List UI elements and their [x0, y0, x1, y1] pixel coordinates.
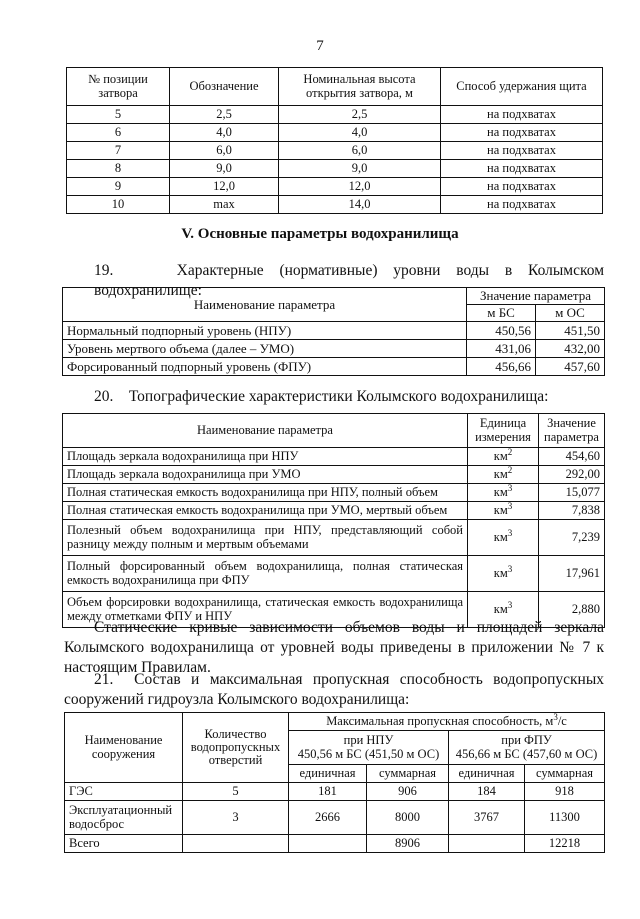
unit-exponent: 2 — [507, 464, 513, 475]
table-cell: 12,0 — [170, 178, 279, 196]
table-cell: 3 — [183, 801, 289, 835]
param-name: Полная статическая емкость водохранилища при УМО, мертвый объем — [63, 502, 468, 520]
table-cell: 6,0 — [170, 142, 279, 160]
paragraph-19-number: 19. — [94, 262, 114, 279]
table-row — [67, 106, 603, 124]
table-cell: 6 — [67, 124, 170, 142]
cap-col-npu-total: суммарная — [367, 765, 449, 783]
table-row — [65, 801, 605, 835]
cap-col-fpu-total: суммарная — [525, 765, 605, 783]
table-cell: 184 — [449, 783, 525, 801]
unit-base: км — [493, 529, 508, 544]
param-name: Объем форсировки водохранилища, статическая емкость водохранилища между отметками ФПУ и НПУ — [63, 592, 468, 628]
table-row — [67, 142, 603, 160]
table-cell: 4,0 — [170, 124, 279, 142]
paragraph-curves: Статические кривые зависимости объемов воды и площадей зеркала Колымского водохранилища от уровней воды приведены в приложении № 7 к настоящим Правилам. — [64, 619, 604, 676]
param-value-os: 451,50 — [536, 322, 605, 340]
table-cell: на подхватах — [441, 106, 603, 124]
table-cell — [449, 835, 525, 853]
table-cell: 906 — [367, 783, 449, 801]
col-designation: Обозначение — [170, 68, 279, 106]
table-cell: на подхватах — [441, 160, 603, 178]
unit-exponent: 3 — [507, 527, 513, 538]
table-row — [63, 484, 605, 502]
levels-col-value: Значение параметра — [467, 288, 605, 305]
param-name: Форсированный подпорный уровень (ФПУ) — [63, 358, 467, 376]
table-cell — [183, 835, 289, 853]
param-name: Нормальный подпорный уровень (НПУ) — [63, 322, 467, 340]
levels-col-name: Наименование параметра — [63, 288, 467, 322]
table-cell: 5 — [183, 783, 289, 801]
capacity-table — [64, 712, 605, 853]
table-cell: 8906 — [367, 835, 449, 853]
unit-base: км — [493, 565, 508, 580]
param-name: Полный форсированный объем водохранилища, полная статическая емкость водохранилища при ФПУ — [63, 556, 468, 592]
table-cell: 6,0 — [279, 142, 441, 160]
table-cell: на подхватах — [441, 142, 603, 160]
levels-table — [62, 287, 605, 376]
table-cell: 4,0 — [279, 124, 441, 142]
table-cell: 14,0 — [279, 196, 441, 214]
topography-table — [62, 413, 605, 628]
table-row — [63, 520, 605, 556]
table-cell: 181 — [289, 783, 367, 801]
table-cell: Всего — [65, 835, 183, 853]
table-cell: на подхватах — [441, 178, 603, 196]
param-name: Площадь зеркала водохранилища при УМО — [63, 466, 468, 484]
table-cell: 3767 — [449, 801, 525, 835]
gates-table-header — [67, 68, 603, 106]
table-row — [63, 322, 605, 340]
paragraph-21 — [64, 670, 604, 710]
table-cell: 5 — [67, 106, 170, 124]
table-cell: Эксплуатационный водосброс — [65, 801, 183, 835]
param-unit — [468, 520, 539, 556]
param-unit — [468, 502, 539, 520]
table-row — [63, 466, 605, 484]
param-value-bs: 431,06 — [467, 340, 536, 358]
cap-col-fpu: при ФПУ 456,66 м БС (457,60 м ОС) — [449, 731, 605, 765]
table-cell — [289, 835, 367, 853]
table-row — [63, 556, 605, 592]
table-cell: 8000 — [367, 801, 449, 835]
table-cell: 2,5 — [170, 106, 279, 124]
cap-col-fpu-single: единичная — [449, 765, 525, 783]
section-title: V. Основные параметры водохранилища — [181, 226, 459, 242]
table-row — [67, 196, 603, 214]
param-value: 2,880 — [539, 592, 605, 628]
param-value: 7,239 — [539, 520, 605, 556]
param-unit — [468, 484, 539, 502]
unit-exponent: 3 — [507, 482, 513, 493]
table-cell: 9,0 — [170, 160, 279, 178]
paragraph-20-text: Топографические характеристики Колымского водохранилища: — [128, 388, 549, 405]
topo-col-value: Значение параметра — [539, 414, 605, 448]
table-cell: 2,5 — [279, 106, 441, 124]
param-value: 454,60 — [539, 448, 605, 466]
param-value-bs: 450,56 — [467, 322, 536, 340]
paragraph-21-number: 21. — [94, 671, 114, 688]
unit-base: км — [493, 448, 508, 463]
table-cell: ГЭС — [65, 783, 183, 801]
table-cell: 918 — [525, 783, 605, 801]
unit-exponent: 3 — [507, 500, 513, 511]
paragraph-20-number: 20. — [94, 388, 114, 405]
paragraph-19-text: Характерные (нормативные) уровни воды в Колымском водохранилище: — [94, 262, 604, 299]
gates-table — [66, 67, 603, 214]
cap-col-npu: при НПУ 450,56 м БС (451,50 м ОС) — [289, 731, 449, 765]
table-cell: max — [170, 196, 279, 214]
unit-base: км — [493, 466, 508, 481]
table-cell: 7 — [67, 142, 170, 160]
paragraph-20 — [94, 387, 604, 407]
table-cell: 2666 — [289, 801, 367, 835]
cap-col-count: Количество водопропускных отверстий — [183, 713, 289, 783]
table-cell: 12,0 — [279, 178, 441, 196]
table-cell: 12218 — [525, 835, 605, 853]
cap-col-npu-single: единичная — [289, 765, 367, 783]
table-cell: 9 — [67, 178, 170, 196]
param-name: Уровень мертвого объема (далее – УМО) — [63, 340, 467, 358]
levels-col-bs: м БС — [467, 305, 536, 322]
col-height: Номинальная высота открытия затвора, м — [279, 68, 441, 106]
param-value-os: 432,00 — [536, 340, 605, 358]
param-unit — [468, 556, 539, 592]
param-value: 15,077 — [539, 484, 605, 502]
param-value: 7,838 — [539, 502, 605, 520]
table-row — [63, 340, 605, 358]
unit-base: км — [493, 484, 508, 499]
param-unit — [468, 466, 539, 484]
param-value-bs: 456,66 — [467, 358, 536, 376]
table-cell: на подхватах — [441, 196, 603, 214]
param-value-os: 457,60 — [536, 358, 605, 376]
unit-base: км — [493, 601, 508, 616]
param-value: 17,961 — [539, 556, 605, 592]
paragraph-21-text: Состав и максимальная пропускная способность водопропускных сооружений гидроузла Колымского водохранилища: — [64, 671, 605, 708]
unit-exponent: 3 — [507, 599, 513, 610]
table-row — [63, 448, 605, 466]
table-row — [65, 835, 605, 853]
col-position: № позиции затвора — [67, 68, 170, 106]
unit-exponent: 3 — [507, 563, 513, 574]
param-value: 292,00 — [539, 466, 605, 484]
levels-col-os: м ОС — [536, 305, 605, 322]
table-cell: 11300 — [525, 801, 605, 835]
table-cell: 8 — [67, 160, 170, 178]
unit-exponent: 2 — [507, 446, 513, 457]
param-name: Полная статическая емкость водохранилища при НПУ, полный объем — [63, 484, 468, 502]
topo-col-unit: Единица измерения — [468, 414, 539, 448]
param-name: Площадь зеркала водохранилища при НПУ — [63, 448, 468, 466]
param-name: Полезный объем водохранилища при НПУ, представляющий собой разницу между полным и мертвым объемами — [63, 520, 468, 556]
param-unit — [468, 448, 539, 466]
table-row — [67, 160, 603, 178]
page-number: 7 — [316, 38, 324, 54]
table-cell: 10 — [67, 196, 170, 214]
unit-base: км — [493, 502, 508, 517]
topo-col-name: Наименование параметра — [63, 414, 468, 448]
cap-col-max: Максимальная пропускная способность, $м^3/с$ — [289, 713, 605, 731]
cap-col-name: Наименование сооружения — [65, 713, 183, 783]
table-row — [67, 178, 603, 196]
table-row — [63, 502, 605, 520]
table-row — [67, 124, 603, 142]
table-cell: на подхватах — [441, 124, 603, 142]
col-holding: Способ удержания щита — [441, 68, 603, 106]
table-cell: 9,0 — [279, 160, 441, 178]
table-row — [63, 358, 605, 376]
table-row — [65, 783, 605, 801]
